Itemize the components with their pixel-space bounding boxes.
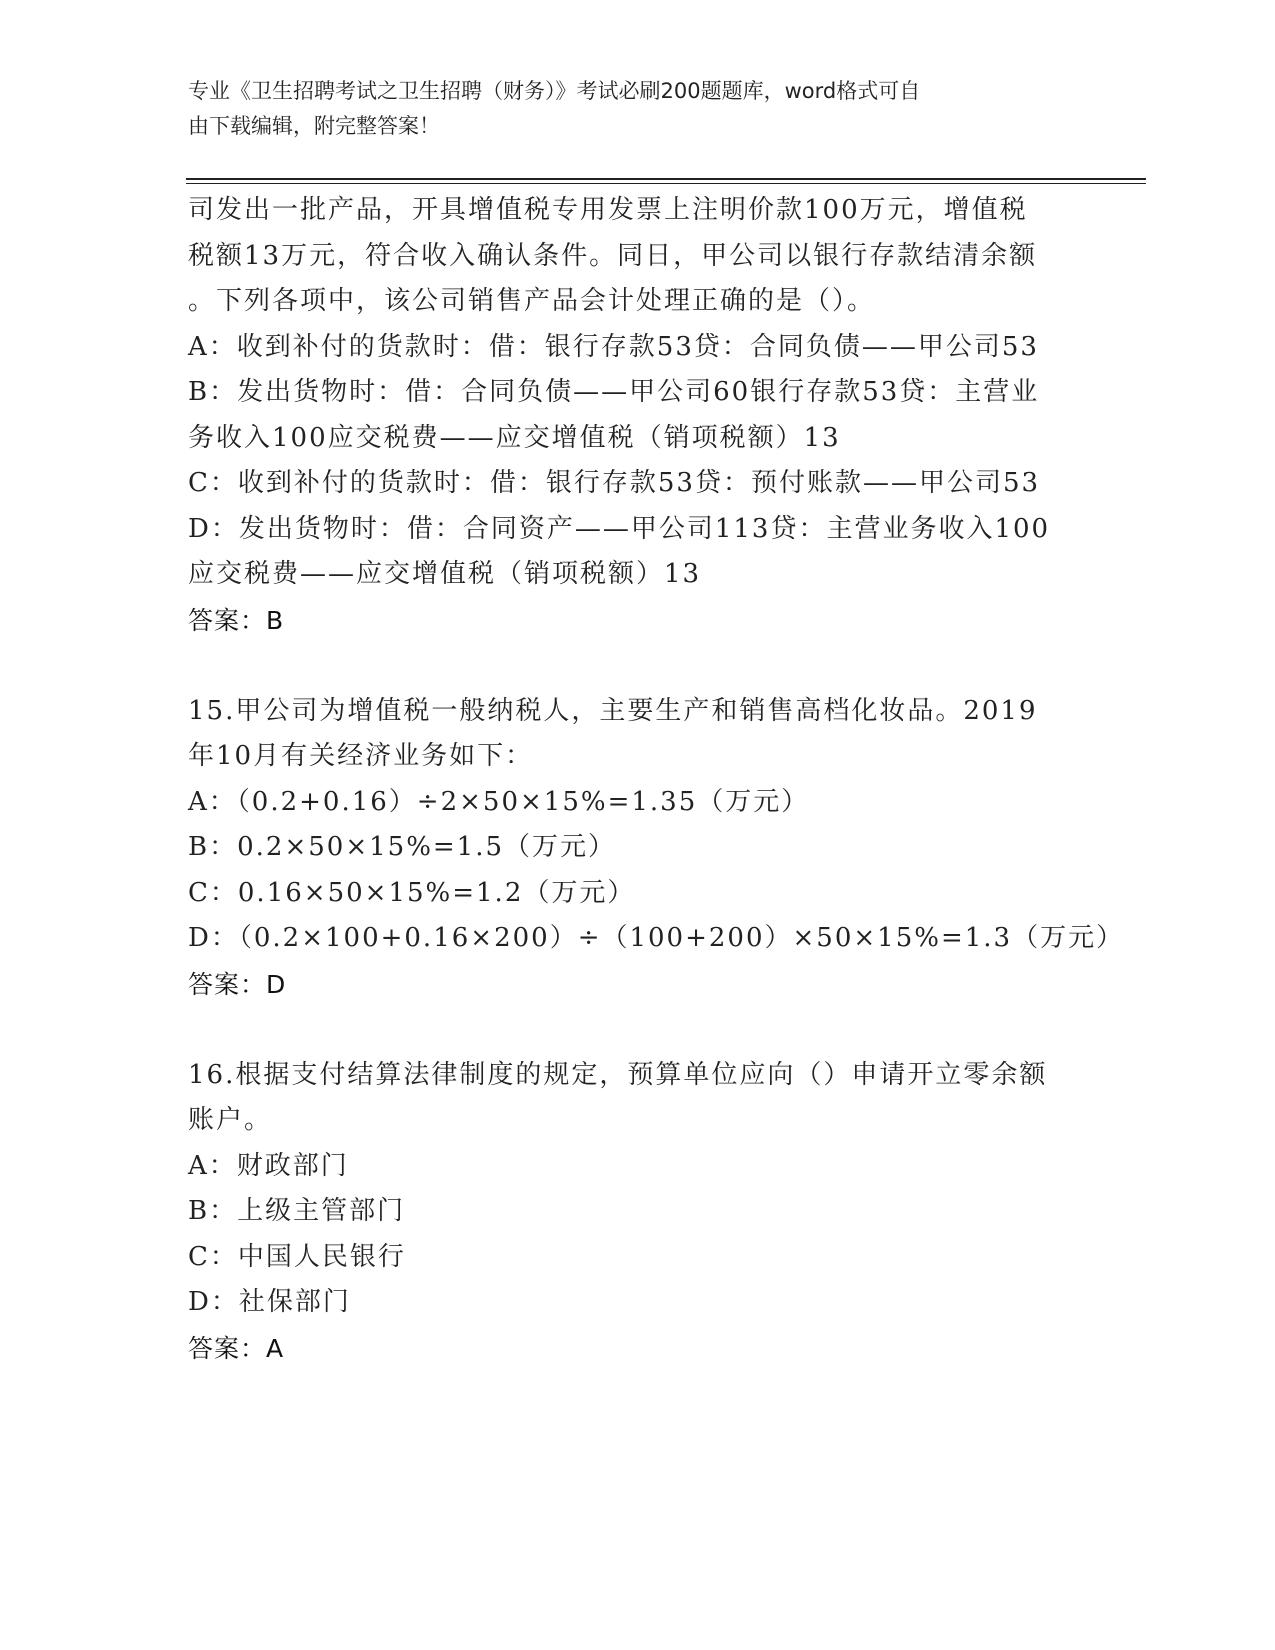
option-d-continued: 应交税费——应交增值税（销项税额）13 bbox=[188, 559, 702, 589]
answer: 答案：B bbox=[188, 605, 285, 635]
option-d: D：社保部门 bbox=[188, 1287, 351, 1317]
option-d: D：（0.2×100+0.16×200）÷（100+200）×50×15%=1.3（万元） bbox=[188, 923, 1125, 953]
header-divider-thick bbox=[186, 178, 1146, 180]
question-stem-line: 16.根据支付结算法律制度的规定，预算单位应向（）申请开立零余额 bbox=[188, 1059, 1048, 1090]
option-a: A：财政部门 bbox=[188, 1150, 349, 1181]
question-stem-line: 司发出一批产品，开具增值税专用发票上注明价款100万元，增值税 bbox=[188, 195, 1028, 225]
option-c: C：收到补付的货款时：借：银行存款53贷：预付账款——甲公司53 bbox=[188, 468, 1041, 498]
option-a: A：（0.2+0.16）÷2×50×15%=1.35（万元） bbox=[188, 786, 810, 817]
option-b: B：上级主管部门 bbox=[188, 1196, 406, 1226]
page-content bbox=[188, 188, 1125, 1371]
option-a: A：收到补付的货款时：借：银行存款53贷：合同负债——甲公司53 bbox=[188, 331, 1039, 362]
option-c: C：中国人民银行 bbox=[188, 1241, 406, 1272]
question-stem-line: 账户。 bbox=[188, 1105, 273, 1135]
answer: 答案：D bbox=[188, 969, 287, 999]
option-b: B：发出货物时：借：合同负债——甲公司60银行存款53贷：主营业 bbox=[188, 377, 1040, 407]
answer: 答案：A bbox=[188, 1333, 285, 1363]
question-stem-line: 。下列各项中，该公司销售产品会计处理正确的是（）。 bbox=[188, 286, 876, 316]
option-d: D：发出货物时：借：合同资产——甲公司113贷：主营业务收入100 bbox=[188, 513, 1051, 544]
header-divider-thin bbox=[186, 183, 1146, 184]
option-c: C：0.16×50×15%=1.2（万元） bbox=[188, 877, 636, 908]
question-14 bbox=[188, 188, 1088, 643]
option-b: B：0.2×50×15%=1.5（万元） bbox=[188, 832, 617, 862]
header-line-1: 专业《卫生招聘考试之卫生招聘（财务）》考试必刷200题题库，word格式可自 bbox=[188, 79, 921, 103]
header-line-2: 由下载编辑，附完整答案！ bbox=[188, 114, 440, 138]
page-header bbox=[188, 74, 1068, 144]
question-spacer bbox=[188, 643, 1088, 689]
question-stem-line: 15.甲公司为增值税一般纳税人，主要生产和销售高档化妆品。2019 bbox=[188, 695, 1038, 726]
question-spacer bbox=[188, 1007, 1088, 1053]
question-16 bbox=[188, 1053, 1088, 1372]
question-stem-line: 年10月有关经济业务如下： bbox=[188, 741, 534, 771]
question-stem-line: 税额13万元，符合收入确认条件。同日，甲公司以银行存款结清余额 bbox=[188, 240, 1038, 271]
option-b-continued: 务收入100应交税费——应交增值税（销项税额）13 bbox=[188, 422, 841, 453]
question-15 bbox=[188, 689, 1125, 1008]
